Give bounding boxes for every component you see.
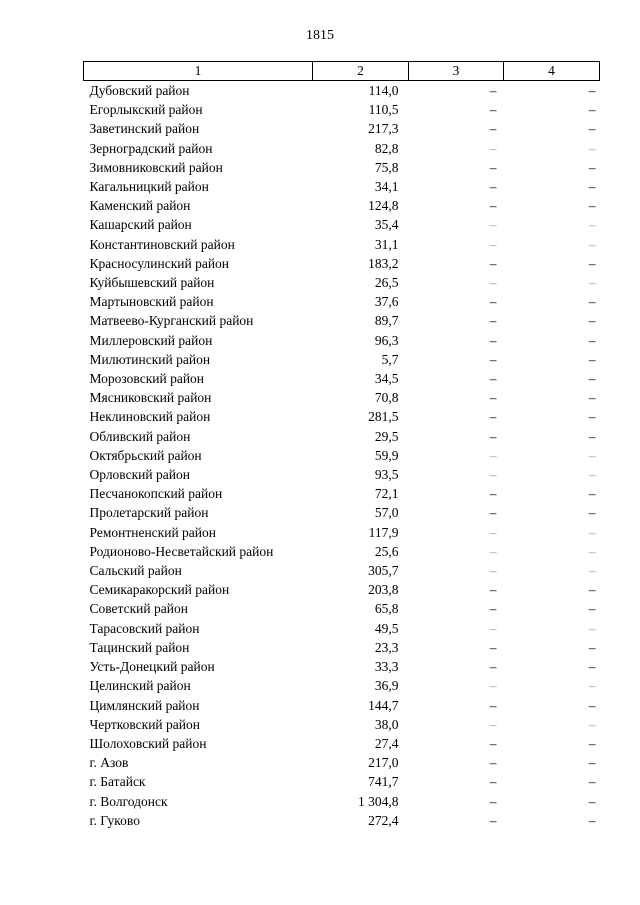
district-name: Целинский район: [89, 678, 191, 694]
amount-value: 36,9: [374, 678, 399, 694]
column-3-value: –: [489, 639, 497, 655]
column-3-value: –: [489, 793, 497, 809]
column-3-value: –: [489, 486, 497, 502]
column-4-value: –: [588, 524, 596, 540]
column-4-value: –: [588, 620, 596, 636]
amount-value: 741,7: [368, 774, 399, 790]
district-name: Матвеево-Курганский район: [89, 313, 254, 329]
amount-value: 29,5: [374, 428, 399, 444]
amount-value: 183,2: [368, 255, 399, 271]
district-name: Орловский район: [89, 467, 190, 483]
column-4-value: –: [588, 217, 596, 233]
district-name: Дубовский район: [89, 83, 190, 98]
district-name: Октябрьский район: [89, 447, 202, 463]
column-3-value: –: [489, 447, 497, 463]
amount-value: 38,0: [374, 716, 399, 732]
table-row: [84, 119, 600, 138]
table-row: [84, 561, 600, 580]
column-3-value: –: [489, 697, 497, 713]
column-4-value: –: [588, 505, 596, 521]
table-row: [84, 715, 600, 734]
district-name: Красносулинский район: [89, 255, 230, 271]
column-3-value: –: [489, 601, 497, 617]
column-4-value: –: [588, 294, 596, 310]
district-name: Зерноградский район: [89, 140, 213, 156]
column-3-value: –: [489, 735, 497, 751]
column-3-value: –: [489, 620, 497, 636]
column-header-3: 3: [409, 62, 504, 81]
column-4-value: –: [588, 601, 596, 617]
amount-value: 114,0: [368, 83, 399, 98]
amount-value: 34,1: [374, 179, 399, 195]
column-4-value: –: [588, 236, 596, 252]
amount-value: 70,8: [374, 390, 399, 406]
table-row: [84, 254, 600, 273]
column-3-value: –: [489, 467, 497, 483]
amount-value: 203,8: [368, 582, 399, 598]
table-body: [84, 81, 600, 830]
column-4-value: –: [588, 313, 596, 329]
amount-value: 217,3: [368, 121, 399, 137]
column-4-value: –: [588, 543, 596, 559]
column-4-value: –: [588, 179, 596, 195]
column-4-value: –: [588, 563, 596, 579]
district-name: Егорлыкский район: [89, 102, 203, 118]
table-row: [84, 734, 600, 753]
column-4-value: –: [588, 409, 596, 425]
table-row: [84, 753, 600, 772]
column-3-value: –: [489, 351, 497, 367]
column-3-value: –: [489, 755, 497, 771]
column-4-value: –: [588, 467, 596, 483]
table-row: [84, 580, 600, 599]
column-3-value: –: [489, 428, 497, 444]
column-4-value: –: [588, 659, 596, 675]
column-4-value: –: [588, 351, 596, 367]
column-4-value: –: [588, 755, 596, 771]
amount-value: 26,5: [374, 275, 399, 291]
column-3-value: –: [489, 140, 497, 156]
amount-value: 305,7: [368, 563, 399, 579]
column-3-value: –: [489, 390, 497, 406]
district-name: Каменский район: [89, 198, 191, 214]
column-3-value: –: [489, 678, 497, 694]
amount-value: 1 304,8: [358, 793, 399, 809]
column-header-1: 1: [84, 62, 313, 81]
amount-value: 72,1: [374, 486, 399, 502]
amount-value: 23,3: [374, 639, 399, 655]
column-4-value: –: [588, 582, 596, 598]
table-row: [84, 81, 600, 101]
column-3-value: –: [489, 812, 497, 828]
district-name: Морозовский район: [89, 371, 205, 387]
column-3-value: –: [489, 313, 497, 329]
district-name: Обливский район: [89, 428, 191, 444]
table-row: [84, 542, 600, 561]
amount-value: 33,3: [374, 659, 399, 675]
table-row: [84, 427, 600, 446]
table-row: [84, 177, 600, 196]
amount-value: 281,5: [368, 409, 399, 425]
column-4-value: –: [588, 275, 596, 291]
district-name: Милютинский район: [89, 351, 211, 367]
column-3-value: –: [489, 659, 497, 675]
amount-value: 96,3: [374, 332, 399, 348]
column-3-value: –: [489, 236, 497, 252]
amount-value: 27,4: [374, 735, 399, 751]
column-4-value: –: [588, 83, 596, 98]
column-4-value: –: [588, 639, 596, 655]
column-3-value: –: [489, 179, 497, 195]
district-name: Миллеровский район: [89, 332, 213, 348]
table-row: [84, 811, 600, 830]
district-name: Тарасовский район: [89, 620, 200, 636]
district-name: Мартыновский район: [89, 294, 214, 310]
amount-value: 5,7: [381, 351, 399, 367]
amount-value: 75,8: [374, 159, 399, 175]
column-3-value: –: [489, 524, 497, 540]
district-name: г. Азов: [89, 755, 129, 771]
column-4-value: –: [588, 697, 596, 713]
table-row: [84, 657, 600, 676]
district-name: Константиновский район: [89, 236, 235, 252]
amount-value: 110,5: [368, 102, 399, 118]
table-row: [84, 235, 600, 254]
district-name: Песчанокопский район: [89, 486, 223, 502]
amount-value: 82,8: [374, 140, 399, 156]
column-4-value: –: [588, 447, 596, 463]
amount-value: 117,9: [368, 524, 399, 540]
column-4-value: –: [588, 812, 596, 828]
column-4-value: –: [588, 774, 596, 790]
column-3-value: –: [489, 121, 497, 137]
column-4-value: –: [588, 332, 596, 348]
column-3-value: –: [489, 217, 497, 233]
district-name: Сальский район: [89, 563, 182, 579]
budget-table: [83, 61, 600, 830]
table-row: [84, 676, 600, 695]
district-name: Цимлянский район: [89, 697, 200, 713]
column-4-value: –: [588, 159, 596, 175]
column-4-value: –: [588, 102, 596, 118]
column-4-value: –: [588, 255, 596, 271]
column-3-value: –: [489, 159, 497, 175]
table-row: [84, 523, 600, 542]
column-3-value: –: [489, 83, 497, 98]
district-name: Чертковский район: [89, 716, 200, 732]
column-4-value: –: [588, 678, 596, 694]
amount-value: 25,6: [374, 543, 399, 559]
amount-value: 89,7: [374, 313, 399, 329]
amount-value: 34,5: [374, 371, 399, 387]
table-row: [84, 273, 600, 292]
column-3-value: –: [489, 505, 497, 521]
table-row: [84, 638, 600, 657]
amount-value: 59,9: [374, 447, 399, 463]
district-name: Усть-Донецкий район: [89, 659, 215, 675]
column-3-value: –: [489, 275, 497, 291]
page-number: 1815: [306, 28, 334, 43]
table-row: [84, 792, 600, 811]
column-3-value: –: [489, 582, 497, 598]
column-3-value: –: [489, 543, 497, 559]
amount-value: 144,7: [368, 697, 399, 713]
column-3-value: –: [489, 102, 497, 118]
table-row: [84, 100, 600, 119]
district-name: г. Батайск: [89, 774, 146, 790]
column-4-value: –: [588, 121, 596, 137]
district-name: Неклиновский район: [89, 409, 211, 425]
column-4-value: –: [588, 198, 596, 214]
district-name: Советский район: [89, 601, 188, 617]
table-row: [84, 446, 600, 465]
column-4-value: –: [588, 140, 596, 156]
column-4-value: –: [588, 486, 596, 502]
district-name: Мясниковский район: [89, 390, 212, 406]
table-row: [84, 503, 600, 522]
amount-value: 31,1: [374, 236, 399, 252]
table-row: [84, 350, 600, 369]
column-header-4: 4: [504, 62, 600, 81]
district-name: Куйбышевский район: [89, 275, 215, 291]
district-name: Зимовниковский район: [89, 159, 223, 175]
amount-value: 272,4: [368, 812, 399, 828]
column-3-value: –: [489, 371, 497, 387]
amount-value: 93,5: [374, 467, 399, 483]
amount-value: 57,0: [374, 505, 399, 521]
table-row: [84, 465, 600, 484]
table-row: [84, 331, 600, 350]
table-row: [84, 311, 600, 330]
table-row: [84, 619, 600, 638]
amount-value: 124,8: [368, 198, 399, 214]
district-name: Заветинский район: [89, 121, 200, 137]
column-3-value: –: [489, 255, 497, 271]
column-3-value: –: [489, 294, 497, 310]
amount-value: 217,0: [368, 755, 399, 771]
column-3-value: –: [489, 409, 497, 425]
column-4-value: –: [588, 390, 596, 406]
column-3-value: –: [489, 774, 497, 790]
table-row: [84, 484, 600, 503]
table-row: [84, 369, 600, 388]
column-3-value: –: [489, 716, 497, 732]
table-row: [84, 158, 600, 177]
district-name: Ремонтненский район: [89, 524, 216, 540]
column-header-2: 2: [313, 62, 409, 81]
table-row: [84, 696, 600, 715]
table-row: [84, 139, 600, 158]
district-name: Пролетарский район: [89, 505, 209, 521]
district-name: Тацинский район: [89, 639, 190, 655]
district-name: г. Волгодонск: [89, 793, 168, 809]
district-name: Родионово-Несветайский район: [89, 543, 274, 559]
amount-value: 49,5: [374, 620, 399, 636]
column-3-value: –: [489, 563, 497, 579]
amount-value: 37,6: [374, 294, 399, 310]
table-row: [84, 599, 600, 618]
table-row: [84, 215, 600, 234]
column-3-value: –: [489, 332, 497, 348]
district-name: г. Гуково: [89, 812, 140, 828]
table-row: [84, 292, 600, 311]
column-4-value: –: [588, 716, 596, 732]
column-4-value: –: [588, 735, 596, 751]
column-4-value: –: [588, 428, 596, 444]
district-name: Кашарский район: [89, 217, 192, 233]
column-4-value: –: [588, 371, 596, 387]
header-row: [84, 62, 600, 81]
column-3-value: –: [489, 198, 497, 214]
column-4-value: –: [588, 793, 596, 809]
district-name: Кагальницкий район: [89, 179, 209, 195]
table-row: [84, 772, 600, 791]
table-row: [84, 407, 600, 426]
amount-value: 65,8: [374, 601, 399, 617]
district-name: Шолоховский район: [89, 735, 207, 751]
table-row: [84, 196, 600, 215]
amount-value: 35,4: [374, 217, 399, 233]
district-name: Семикаракорский район: [89, 582, 230, 598]
table-row: [84, 388, 600, 407]
